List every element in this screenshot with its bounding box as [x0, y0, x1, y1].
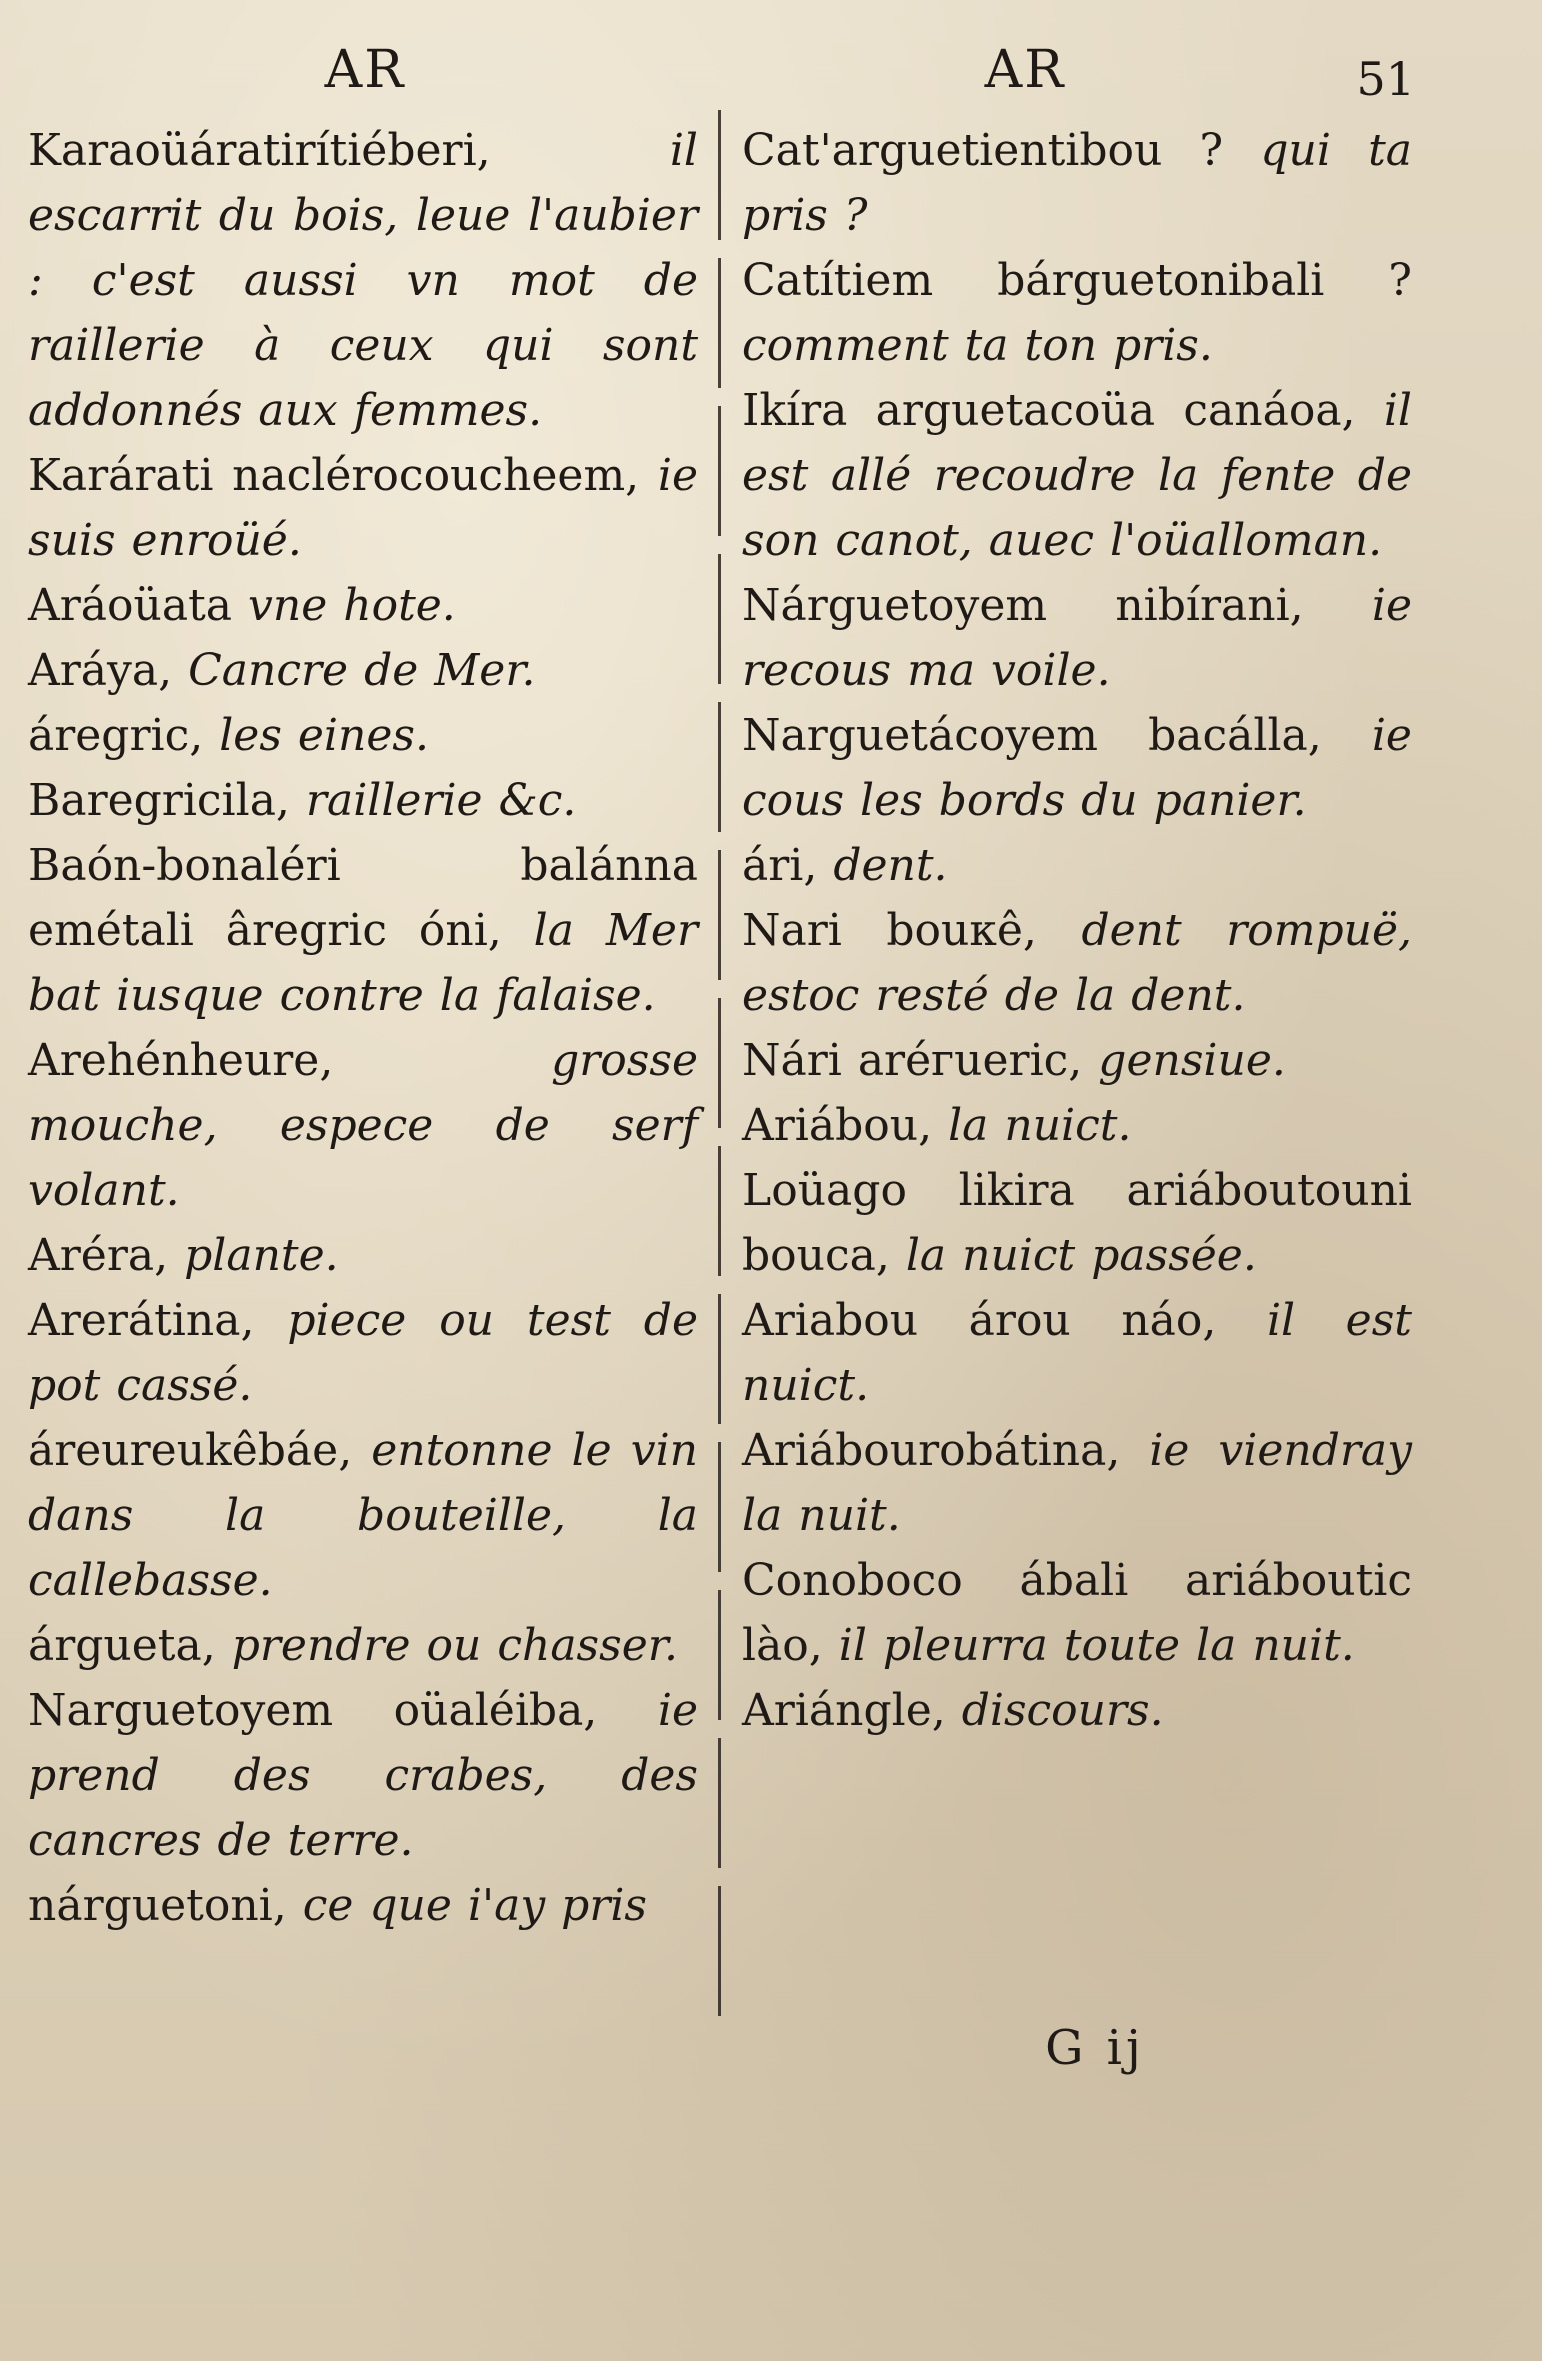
- entry-definition: ie viendray la nuit.: [742, 1425, 1412, 1541]
- entry-definition: ie prend des crabes, des cancres de terre.: [28, 1685, 698, 1866]
- dictionary-entry: [742, 1093, 1412, 1158]
- entry-definition: la Mer bat iusque contre la falaise.: [28, 905, 698, 1021]
- dictionary-entry: [28, 1418, 698, 1613]
- entry-headword: Loüago likira ariáboutouni bouca,: [742, 1165, 1412, 1281]
- entry-headword: Nári aréгueric,: [742, 1035, 1083, 1086]
- left-column: [28, 118, 698, 1938]
- entry-definition: discours.: [961, 1685, 1164, 1736]
- dictionary-entry: [742, 1678, 1412, 1743]
- right-running-head: AR: [984, 40, 1066, 100]
- entry-definition: il est allé recoudre la fente de son canot, auec l'oüalloman.: [742, 385, 1412, 566]
- dictionary-entry: [28, 1288, 698, 1418]
- column-divider: [718, 110, 721, 2030]
- dictionary-entry: [28, 118, 698, 443]
- entry-definition: la nuict passée.: [905, 1230, 1257, 1281]
- entry-definition: qui ta pris ?: [742, 125, 1412, 241]
- running-header: [0, 40, 1542, 120]
- entry-definition: plante.: [184, 1230, 339, 1281]
- entry-headword: ári,: [742, 840, 818, 891]
- dictionary-entry: [742, 573, 1412, 703]
- dictionary-entry: [742, 1288, 1412, 1418]
- entry-headword: Nárguetoyem nibírani,: [742, 580, 1304, 631]
- entry-headword: Arerátina,: [28, 1295, 255, 1346]
- entry-definition: dent.: [833, 840, 948, 891]
- dictionary-entry: [28, 703, 698, 768]
- dictionary-entry: [28, 1223, 698, 1288]
- entry-headword: Baón-bonaléri balánna emétali âregric óni,: [28, 840, 698, 956]
- entry-definition: Cancre de Mer.: [188, 645, 536, 696]
- entry-headword: Catítiem bárguetonibali ?: [742, 255, 1412, 306]
- entry-headword: nárguetoni,: [28, 1880, 287, 1931]
- entry-headword: Karaoüáratirítiéberi,: [28, 125, 491, 176]
- dictionary-entry: [28, 833, 698, 1028]
- entry-headword: Aréra,: [28, 1230, 169, 1281]
- dictionary-entry: [28, 1028, 698, 1223]
- entry-headword: Karárati naclérocoucheem,: [28, 450, 640, 501]
- entry-headword: Baregricila,: [28, 775, 290, 826]
- dictionary-entry: [742, 833, 1412, 898]
- entry-headword: Narguetácoyem bacálla,: [742, 710, 1322, 761]
- dictionary-entry: [742, 1028, 1412, 1093]
- dictionary-entry: [742, 1158, 1412, 1288]
- dictionary-entry: [28, 573, 698, 638]
- entry-headword: Aráoüata: [28, 580, 233, 631]
- dictionary-entry: [742, 703, 1412, 833]
- entry-definition: les eines.: [219, 710, 429, 761]
- entry-definition: ie cous les bords du panier.: [742, 710, 1412, 826]
- dictionary-entry: [28, 443, 698, 573]
- dictionary-entry: [742, 898, 1412, 1028]
- entry-headword: Nari bouкê,: [742, 905, 1037, 956]
- dictionary-entry: [742, 118, 1412, 248]
- entry-definition: prendre ou chasser.: [231, 1620, 678, 1671]
- entry-headword: áreureukêbáe,: [28, 1425, 353, 1476]
- entry-headword: Ariábourobátina,: [742, 1425, 1121, 1476]
- entry-definition: vne hote.: [248, 580, 456, 631]
- entry-definition: grosse mouche, espece de serf volant.: [28, 1035, 698, 1216]
- dictionary-entry: [28, 1873, 698, 1938]
- entry-definition: piece ou test de pot cassé.: [28, 1295, 698, 1411]
- entry-definition: la nuict.: [948, 1100, 1132, 1151]
- signature-mark: G ij: [1045, 2020, 1145, 2076]
- entry-headword: Cat'arguetientibou ?: [742, 125, 1224, 176]
- entry-headword: Ariábou,: [742, 1100, 933, 1151]
- right-column: [742, 118, 1412, 1743]
- dictionary-entry: [28, 638, 698, 703]
- entry-definition: ce que i'ay pris: [302, 1880, 648, 1931]
- entry-definition: ie suis enroüé.: [28, 450, 698, 566]
- entry-definition: il pleurra toute la nuit.: [838, 1620, 1355, 1671]
- entry-headword: Ariabou árou náo,: [742, 1295, 1217, 1346]
- entry-definition: ie recous ma voile.: [742, 580, 1412, 696]
- entry-definition: entonne le vin dans la bouteille, la callebasse.: [28, 1425, 698, 1606]
- entry-headword: árgueta,: [28, 1620, 216, 1671]
- entry-definition: dent rompuë, estoc resté de la dent.: [742, 905, 1412, 1021]
- entry-headword: áregric,: [28, 710, 204, 761]
- entry-headword: Ikíra arguetacoüa canáoa,: [742, 385, 1356, 436]
- entry-definition: il est nuict.: [742, 1295, 1412, 1411]
- entry-definition: comment ta ton pris.: [742, 320, 1213, 371]
- entry-headword: Conoboco ábali ariáboutic lào,: [742, 1555, 1412, 1671]
- dictionary-entry: [28, 768, 698, 833]
- entry-definition: gensiue.: [1098, 1035, 1286, 1086]
- entry-headword: Narguetoyem oüaléiba,: [28, 1685, 598, 1736]
- entry-headword: Ariángle,: [742, 1685, 946, 1736]
- dictionary-entry: [742, 1548, 1412, 1678]
- entry-definition: raillerie &c.: [305, 775, 577, 826]
- page-number: 51: [1356, 52, 1415, 106]
- dictionary-entry: [28, 1678, 698, 1873]
- left-running-head: AR: [324, 40, 406, 100]
- dictionary-entry: [742, 378, 1412, 573]
- entry-headword: Arehénheure,: [28, 1035, 334, 1086]
- dictionary-entry: [742, 248, 1412, 378]
- dictionary-entry: [742, 1418, 1412, 1548]
- entry-definition: il escarrit du bois, leue l'aubier : c'est aussi vn mot de raillerie à ceux qui sont addonnés aux femmes.: [28, 125, 698, 436]
- entry-headword: Aráya,: [28, 645, 173, 696]
- dictionary-entry: [28, 1613, 698, 1678]
